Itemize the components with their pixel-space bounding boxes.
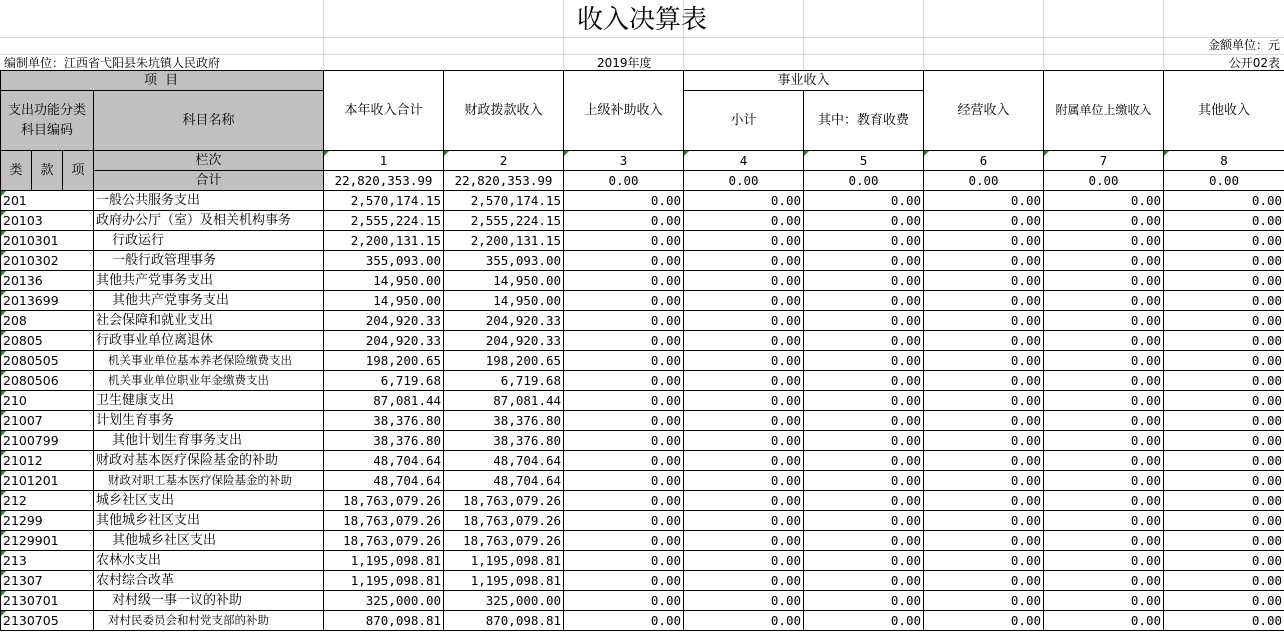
subject-code: 2100799 <box>1 431 94 451</box>
amount-cell: 0.00 <box>924 191 1044 211</box>
amount-cell: 0.00 <box>564 411 684 431</box>
amount-cell: 0.00 <box>924 331 1044 351</box>
amount-cell: 0.00 <box>1164 531 1284 551</box>
amount-cell: 0.00 <box>1164 311 1284 331</box>
amount-cell: 87,081.44 <box>444 391 564 411</box>
amount-cell: 0.00 <box>1044 451 1164 471</box>
amount-cell: 1,195,098.81 <box>324 571 444 591</box>
amount-cell: 0.00 <box>1164 471 1284 491</box>
amount-cell: 0.00 <box>684 531 804 551</box>
amount-cell: 0.00 <box>924 251 1044 271</box>
amount-cell: 0.00 <box>684 571 804 591</box>
amount-cell: 0.00 <box>684 211 804 231</box>
table-row <box>1 491 1284 511</box>
table-row <box>1 571 1284 591</box>
amount-cell: 204,920.33 <box>444 331 564 351</box>
amount-cell: 0.00 <box>804 411 924 431</box>
col-num: 7 <box>1044 151 1164 171</box>
subject-name: 社会保障和就业支出 <box>94 311 324 331</box>
subject-code: 21307 <box>1 571 94 591</box>
amount-cell: 0.00 <box>804 431 924 451</box>
amount-cell: 0.00 <box>1044 571 1164 591</box>
amount-cell: 0.00 <box>1164 551 1284 571</box>
amount-cell: 0.00 <box>1164 351 1284 371</box>
amount-cell: 6,719.68 <box>324 371 444 391</box>
amount-cell: 48,704.64 <box>444 471 564 491</box>
amount-cell: 0.00 <box>564 251 684 271</box>
subject-code: 2130701 <box>1 591 94 611</box>
table-row <box>1 371 1284 391</box>
amount-cell: 0.00 <box>804 491 924 511</box>
amount-cell: 0.00 <box>924 231 1044 251</box>
amount-cell: 0.00 <box>1164 371 1284 391</box>
amount-cell: 0.00 <box>1044 511 1164 531</box>
amount-cell: 0.00 <box>924 511 1044 531</box>
amount-cell: 18,763,079.26 <box>444 531 564 551</box>
header-shiye: 事业收入 <box>684 71 924 91</box>
amount-cell: 0.00 <box>804 271 924 291</box>
total-cell: 0.00 <box>1044 171 1164 191</box>
header-lanci: 栏次 <box>94 151 324 171</box>
amount-cell: 0.00 <box>1044 311 1164 331</box>
amount-cell: 0.00 <box>1044 291 1164 311</box>
subject-code: 20103 <box>1 211 94 231</box>
amount-cell: 0.00 <box>1164 191 1284 211</box>
amount-cell: 0.00 <box>924 471 1044 491</box>
amount-unit-label: 金额单位：元 <box>1207 38 1280 52</box>
amount-cell: 0.00 <box>564 471 684 491</box>
amount-cell: 0.00 <box>684 311 804 331</box>
amount-cell: 0.00 <box>1164 391 1284 411</box>
table-row <box>1 231 1284 251</box>
subject-name: 其他城乡社区支出 <box>94 511 324 531</box>
subject-code: 2080506 <box>1 371 94 391</box>
amount-cell: 0.00 <box>1044 491 1164 511</box>
amount-cell: 0.00 <box>1044 531 1164 551</box>
amount-cell: 0.00 <box>804 231 924 251</box>
amount-cell: 18,763,079.26 <box>324 531 444 551</box>
amount-cell: 0.00 <box>684 191 804 211</box>
header-xiangmu: 项 目 <box>1 71 324 91</box>
header-business: 经营收入 <box>924 71 1044 151</box>
amount-cell: 48,704.64 <box>324 451 444 471</box>
amount-cell: 0.00 <box>684 611 804 631</box>
amount-cell: 0.00 <box>564 571 684 591</box>
amount-cell: 0.00 <box>1164 431 1284 451</box>
header-code-text: 支出功能分类科目编码 <box>7 102 86 138</box>
subject-code: 212 <box>1 491 94 511</box>
amount-cell: 0.00 <box>564 391 684 411</box>
table-row <box>1 331 1284 351</box>
table-row <box>1 531 1284 551</box>
amount-cell: 0.00 <box>564 371 684 391</box>
amount-cell: 204,920.33 <box>444 311 564 331</box>
income-body-table <box>0 150 1284 631</box>
amount-cell: 0.00 <box>684 431 804 451</box>
amount-cell: 0.00 <box>1044 351 1164 371</box>
amount-cell: 38,376.80 <box>444 431 564 451</box>
income-table <box>0 70 1284 151</box>
subject-name: 卫生健康支出 <box>94 391 324 411</box>
subject-name: 农村综合改革 <box>94 571 324 591</box>
header-affiliate: 附属单位上缴收入 <box>1044 71 1164 151</box>
amount-cell: 0.00 <box>804 291 924 311</box>
amount-cell: 0.00 <box>924 411 1044 431</box>
col-num: 5 <box>804 151 924 171</box>
subject-name: 其他共产党事务支出 <box>94 291 324 311</box>
subject-name: 财政对职工基本医疗保险基金的补助 <box>94 471 324 491</box>
amount-cell: 0.00 <box>804 571 924 591</box>
amount-cell: 0.00 <box>684 391 804 411</box>
total-cell: 22,820,353.99 <box>324 171 444 191</box>
amount-cell: 0.00 <box>684 591 804 611</box>
amount-cell: 0.00 <box>924 391 1044 411</box>
subject-code: 2129901 <box>1 531 94 551</box>
col-num: 8 <box>1164 151 1284 171</box>
amount-cell: 0.00 <box>684 251 804 271</box>
subject-code: 2130705 <box>1 611 94 631</box>
amount-cell: 0.00 <box>804 451 924 471</box>
table-row <box>1 271 1284 291</box>
amount-cell: 0.00 <box>1044 431 1164 451</box>
amount-cell: 0.00 <box>1044 331 1164 351</box>
amount-cell: 325,000.00 <box>324 591 444 611</box>
total-cell: 0.00 <box>1164 171 1284 191</box>
header-upper: 上级补助收入 <box>564 71 684 151</box>
amount-cell: 0.00 <box>924 531 1044 551</box>
amount-cell: 0.00 <box>564 231 684 251</box>
table-row <box>1 431 1284 451</box>
table-row <box>1 311 1284 331</box>
amount-cell: 0.00 <box>1044 471 1164 491</box>
header-total-income: 本年收入合计 <box>324 71 444 151</box>
amount-cell: 0.00 <box>924 591 1044 611</box>
col-num: 3 <box>564 151 684 171</box>
subject-code: 213 <box>1 551 94 571</box>
amount-cell: 0.00 <box>684 351 804 371</box>
amount-cell: 0.00 <box>684 291 804 311</box>
header-other: 其他收入 <box>1164 71 1284 151</box>
form-code-label: 公开02表 <box>1228 56 1280 70</box>
amount-cell: 204,920.33 <box>324 331 444 351</box>
amount-cell: 0.00 <box>564 511 684 531</box>
table-row <box>1 211 1284 231</box>
year-label: 2019年度 <box>597 56 652 70</box>
amount-cell: 0.00 <box>1044 611 1164 631</box>
amount-cell: 355,093.00 <box>444 251 564 271</box>
subject-code: 2080505 <box>1 351 94 371</box>
amount-cell: 0.00 <box>804 591 924 611</box>
amount-cell: 0.00 <box>804 551 924 571</box>
amount-cell: 48,704.64 <box>324 471 444 491</box>
amount-cell: 0.00 <box>804 511 924 531</box>
header-edu: 其中：教育收费 <box>804 91 924 151</box>
subject-name: 一般行政管理事务 <box>94 251 324 271</box>
amount-cell: 0.00 <box>564 191 684 211</box>
amount-cell: 0.00 <box>1164 451 1284 471</box>
amount-cell: 204,920.33 <box>324 311 444 331</box>
amount-cell: 0.00 <box>564 611 684 631</box>
amount-cell: 0.00 <box>1164 271 1284 291</box>
amount-cell: 0.00 <box>804 211 924 231</box>
amount-cell: 0.00 <box>564 591 684 611</box>
amount-cell: 0.00 <box>1164 511 1284 531</box>
amount-cell: 0.00 <box>804 371 924 391</box>
amount-cell: 355,093.00 <box>324 251 444 271</box>
subject-code: 201 <box>1 191 94 211</box>
amount-cell: 0.00 <box>1044 551 1164 571</box>
amount-cell: 0.00 <box>564 491 684 511</box>
amount-cell: 0.00 <box>684 411 804 431</box>
table-row <box>1 411 1284 431</box>
header-subtotal: 小计 <box>684 91 804 151</box>
table-row <box>1 551 1284 571</box>
amount-cell: 0.00 <box>684 331 804 351</box>
amount-cell: 0.00 <box>804 471 924 491</box>
amount-cell: 0.00 <box>804 311 924 331</box>
amount-cell: 0.00 <box>564 271 684 291</box>
amount-cell: 0.00 <box>924 311 1044 331</box>
amount-cell: 0.00 <box>804 331 924 351</box>
amount-cell: 0.00 <box>684 231 804 251</box>
amount-cell: 6,719.68 <box>444 371 564 391</box>
amount-cell: 0.00 <box>684 491 804 511</box>
amount-cell: 0.00 <box>1164 411 1284 431</box>
table-row <box>1 351 1284 371</box>
amount-cell: 0.00 <box>924 491 1044 511</box>
subject-name: 一般公共服务支出 <box>94 191 324 211</box>
amount-cell: 0.00 <box>1164 231 1284 251</box>
subject-code: 208 <box>1 311 94 331</box>
page-title: 收入决算表 <box>576 5 707 35</box>
org-label: 编制单位：江西省弋阳县朱坑镇人民政府 <box>4 56 221 70</box>
amount-cell: 0.00 <box>1044 231 1164 251</box>
subject-name: 政府办公厅（室）及相关机构事务 <box>94 211 324 231</box>
table-row <box>1 611 1284 631</box>
amount-cell: 0.00 <box>924 611 1044 631</box>
table-row <box>1 511 1284 531</box>
amount-cell: 14,950.00 <box>324 271 444 291</box>
subject-code: 20805 <box>1 331 94 351</box>
amount-cell: 0.00 <box>804 351 924 371</box>
subject-name: 其他共产党事务支出 <box>94 271 324 291</box>
amount-cell: 48,704.64 <box>444 451 564 471</box>
amount-cell: 0.00 <box>684 471 804 491</box>
header-fiscal: 财政拨款收入 <box>444 71 564 151</box>
amount-cell: 0.00 <box>1044 191 1164 211</box>
amount-cell: 14,950.00 <box>444 271 564 291</box>
table-row <box>1 251 1284 271</box>
amount-cell: 0.00 <box>1044 271 1164 291</box>
amount-cell: 0.00 <box>924 431 1044 451</box>
amount-cell: 2,570,174.15 <box>444 191 564 211</box>
amount-cell: 0.00 <box>684 451 804 471</box>
total-cell: 0.00 <box>804 171 924 191</box>
amount-cell: 1,195,098.81 <box>444 571 564 591</box>
amount-cell: 0.00 <box>924 551 1044 571</box>
amount-cell: 0.00 <box>564 431 684 451</box>
amount-cell: 2,555,224.15 <box>324 211 444 231</box>
amount-cell: 0.00 <box>804 531 924 551</box>
amount-cell: 0.00 <box>1164 211 1284 231</box>
amount-cell: 0.00 <box>684 271 804 291</box>
amount-cell: 14,950.00 <box>444 291 564 311</box>
header-lei: 类 <box>1 151 32 191</box>
subject-name: 对村级一事一议的补助 <box>94 591 324 611</box>
amount-cell: 87,081.44 <box>324 391 444 411</box>
table-row <box>1 451 1284 471</box>
amount-cell: 0.00 <box>564 351 684 371</box>
amount-cell: 18,763,079.26 <box>324 511 444 531</box>
subject-name: 其他计划生育事务支出 <box>94 431 324 451</box>
amount-cell: 0.00 <box>804 611 924 631</box>
subject-name: 行政事业单位离退休 <box>94 331 324 351</box>
amount-cell: 0.00 <box>1044 371 1164 391</box>
amount-cell: 0.00 <box>1044 211 1164 231</box>
table-row <box>1 391 1284 411</box>
subject-code: 2010302 <box>1 251 94 271</box>
amount-cell: 2,200,131.15 <box>444 231 564 251</box>
table-row <box>1 591 1284 611</box>
amount-cell: 0.00 <box>924 351 1044 371</box>
subject-code: 20136 <box>1 271 94 291</box>
total-cell: 0.00 <box>564 171 684 191</box>
amount-cell: 0.00 <box>804 191 924 211</box>
table-row <box>1 471 1284 491</box>
header-name: 科目名称 <box>94 91 324 151</box>
amount-cell: 18,763,079.26 <box>444 491 564 511</box>
amount-cell: 38,376.80 <box>444 411 564 431</box>
amount-cell: 38,376.80 <box>324 431 444 451</box>
amount-cell: 2,200,131.15 <box>324 231 444 251</box>
amount-cell: 0.00 <box>924 371 1044 391</box>
subject-name: 行政运行 <box>94 231 324 251</box>
subject-name: 计划生育事务 <box>94 411 324 431</box>
amount-cell: 0.00 <box>1164 491 1284 511</box>
subject-name: 城乡社区支出 <box>94 491 324 511</box>
subject-name: 财政对基本医疗保险基金的补助 <box>94 451 324 471</box>
amount-cell: 0.00 <box>1164 291 1284 311</box>
amount-cell: 0.00 <box>1164 331 1284 351</box>
amount-cell: 38,376.80 <box>324 411 444 431</box>
subject-code: 2010301 <box>1 231 94 251</box>
amount-cell: 0.00 <box>1164 591 1284 611</box>
amount-cell: 0.00 <box>684 551 804 571</box>
subject-code: 2101201 <box>1 471 94 491</box>
amount-cell: 0.00 <box>564 311 684 331</box>
subject-code: 210 <box>1 391 94 411</box>
amount-cell: 870,098.81 <box>324 611 444 631</box>
amount-cell: 0.00 <box>1044 391 1164 411</box>
subject-name: 农林水支出 <box>94 551 324 571</box>
amount-cell: 1,195,098.81 <box>444 551 564 571</box>
amount-cell: 0.00 <box>1044 591 1164 611</box>
amount-cell: 0.00 <box>804 391 924 411</box>
header-kuan: 款 <box>32 151 63 191</box>
amount-cell: 0.00 <box>1044 411 1164 431</box>
col-num: 6 <box>924 151 1044 171</box>
amount-cell: 18,763,079.26 <box>444 511 564 531</box>
amount-cell: 0.00 <box>684 511 804 531</box>
amount-cell: 198,200.65 <box>324 351 444 371</box>
amount-cell: 0.00 <box>1164 611 1284 631</box>
amount-cell: 0.00 <box>924 291 1044 311</box>
amount-cell: 0.00 <box>924 211 1044 231</box>
amount-cell: 325,000.00 <box>444 591 564 611</box>
col-num: 2 <box>444 151 564 171</box>
table-row <box>1 191 1284 211</box>
subject-code: 21299 <box>1 511 94 531</box>
header-heji: 合计 <box>94 171 324 191</box>
amount-cell: 0.00 <box>1164 251 1284 271</box>
amount-cell: 14,950.00 <box>324 291 444 311</box>
amount-cell: 0.00 <box>924 451 1044 471</box>
amount-cell: 0.00 <box>1164 571 1284 591</box>
subject-name: 其他城乡社区支出 <box>94 531 324 551</box>
amount-cell: 0.00 <box>564 531 684 551</box>
header-code <box>1 91 94 151</box>
col-num: 4 <box>684 151 804 171</box>
amount-cell: 0.00 <box>924 271 1044 291</box>
amount-cell: 1,195,098.81 <box>324 551 444 571</box>
subject-code: 21012 <box>1 451 94 471</box>
amount-cell: 870,098.81 <box>444 611 564 631</box>
subject-code: 21007 <box>1 411 94 431</box>
amount-cell: 0.00 <box>564 211 684 231</box>
header-xiang: 项 <box>63 151 94 191</box>
amount-cell: 0.00 <box>564 291 684 311</box>
amount-cell: 18,763,079.26 <box>324 491 444 511</box>
amount-cell: 0.00 <box>684 371 804 391</box>
table-row <box>1 291 1284 311</box>
amount-cell: 0.00 <box>564 451 684 471</box>
amount-cell: 0.00 <box>1044 251 1164 271</box>
amount-cell: 0.00 <box>924 571 1044 591</box>
total-cell: 0.00 <box>684 171 804 191</box>
col-num: 1 <box>324 151 444 171</box>
amount-cell: 0.00 <box>564 331 684 351</box>
total-cell: 22,820,353.99 <box>444 171 564 191</box>
total-cell: 0.00 <box>924 171 1044 191</box>
amount-cell: 0.00 <box>564 551 684 571</box>
amount-cell: 0.00 <box>804 251 924 271</box>
subject-name: 对村民委员会和村党支部的补助 <box>94 611 324 631</box>
amount-cell: 2,570,174.15 <box>324 191 444 211</box>
amount-cell: 198,200.65 <box>444 351 564 371</box>
subject-code: 2013699 <box>1 291 94 311</box>
amount-cell: 2,555,224.15 <box>444 211 564 231</box>
subject-name: 机关事业单位职业年金缴费支出 <box>94 371 324 391</box>
subject-name: 机关事业单位基本养老保险缴费支出 <box>94 351 324 371</box>
